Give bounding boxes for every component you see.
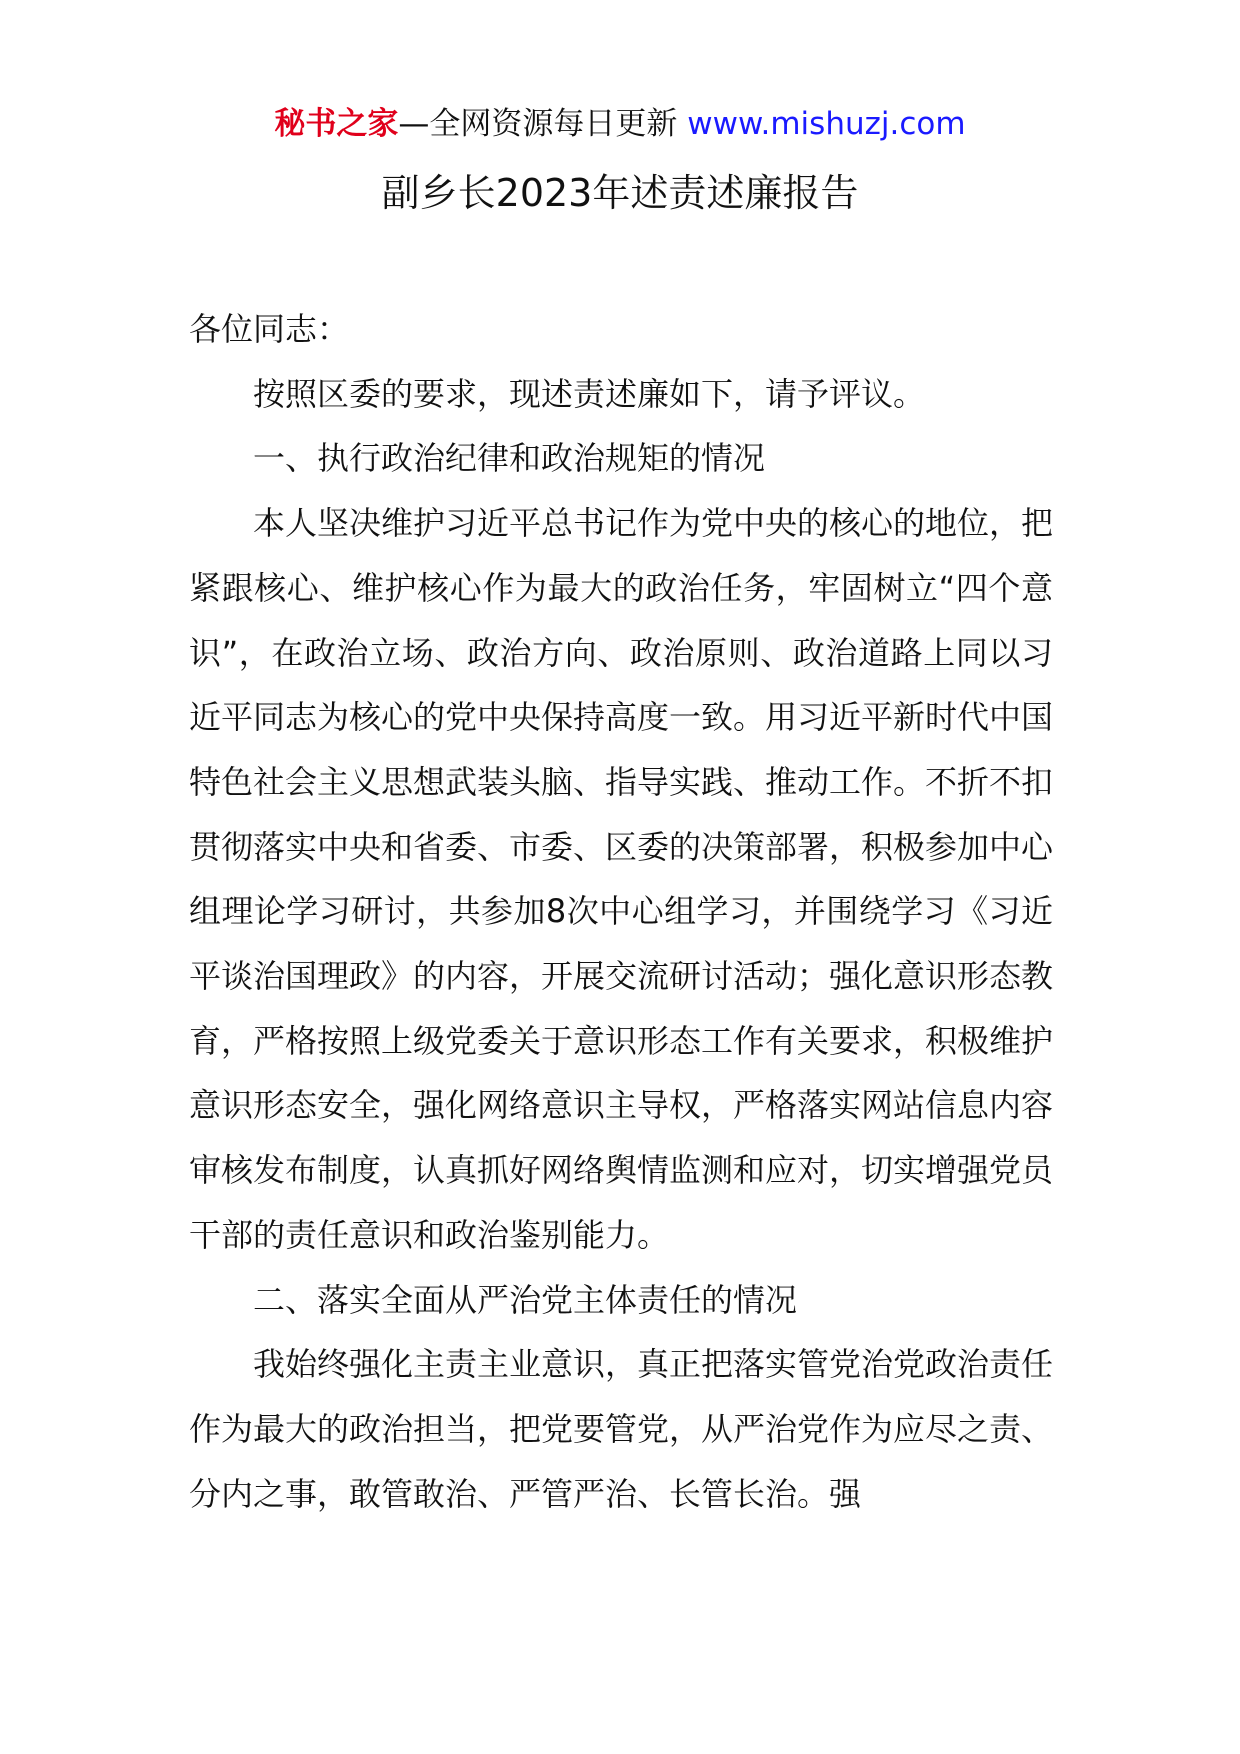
document-title: 副乡长2023年述责述廉报告 (381, 171, 859, 215)
section-heading-2: 二、落实全面从严治党主体责任的情况 (253, 1280, 798, 1319)
intro-paragraph: 按照区委的要求，现述责述廉如下，请予评议。 (253, 374, 926, 413)
site-header (0, 102, 1240, 146)
site-brand: 秘书之家 (274, 106, 399, 142)
site-url-link[interactable]: www.mishuzj.com (687, 106, 966, 142)
document-body (189, 297, 1053, 1526)
site-tagline: —全网资源每日更新 (398, 106, 688, 142)
body-paragraph-2: 我始终强化主责主业意识，真正把落实管党治党政治责任作为最大的政治担当，把党要管党，从严治党作为应尽之责、分内之事，敢管敢治、严管严治、长管长治。强 (189, 1345, 1054, 1513)
body-paragraph-1: 本人坚决维护习近平总书记作为党中央的核心的地位，把紧跟核心、维护核心作为最大的政治任务，牢固树立“四个意识”，在政治立场、政治方向、政治原则、政治道路上同以习近平同志为核心的党中央保持高度一致。用习近平新时代中国特色社会主义思想武装头脑、指导实践、推动工作。不折不扣贯彻落实中央和省委、市委、区委的决策部署，积极参加中心组理论学习研讨，共参加8次中心组学习，并围绕学习《习近平谈治国理政》的内容，开展交流研讨活动；强化意识形态教育，严格按照上级党委关于意识形态工作有关要求，积极维护意识形态安全，强化网络意识主导权，严格落实网站信息内容审核发布制度，认真抓好网络舆情监测和应对，切实增强党员干部的责任意识和政治鉴别能力。 (189, 504, 1054, 1254)
section-heading-1: 一、执行政治纪律和政治规矩的情况 (253, 439, 766, 478)
salutation: 各位同志： (189, 310, 350, 348)
